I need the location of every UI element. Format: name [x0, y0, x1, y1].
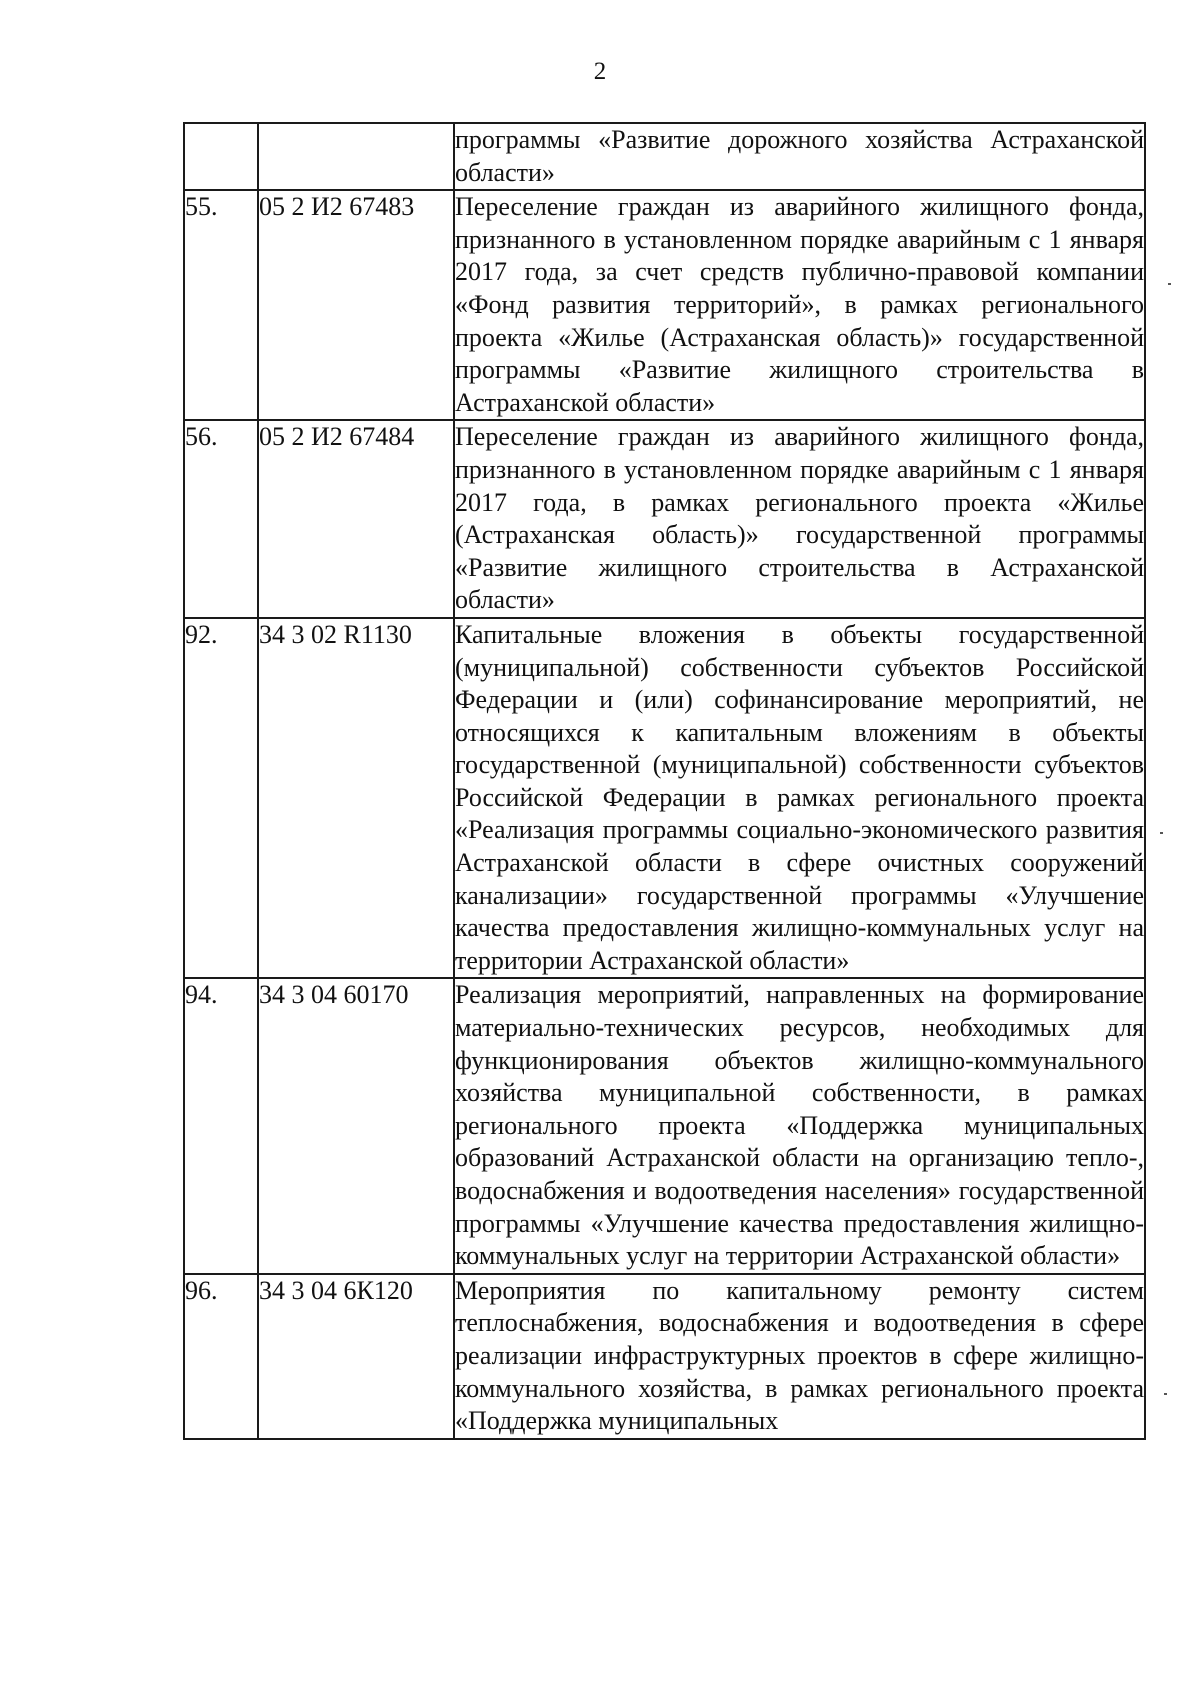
row-description: программы «Развитие дорожного хозяйства Астраханской области» — [454, 123, 1145, 190]
table-row — [184, 618, 1145, 979]
row-description: Переселение граждан из аварийного жилищного фонда, признанного в установленном порядке аварийным с 1 января 2017 года, в рамках регионального проекта «Жилье (Астраханская область)» государственной программы «Развитие жилищного строительства в Астраханской области» — [454, 420, 1145, 618]
row-code — [258, 123, 454, 190]
table-row — [184, 123, 1145, 190]
scan-speck — [1164, 1393, 1167, 1395]
page-number: 2 — [593, 58, 607, 85]
row-code: 05 2 И2 67483 — [258, 190, 454, 420]
row-code: 34 3 04 6К120 — [258, 1274, 454, 1439]
row-number — [184, 123, 258, 190]
row-number: 94. — [184, 978, 258, 1273]
scan-speck — [1168, 283, 1171, 285]
row-description: Переселение граждан из аварийного жилищного фонда, признанного в установленном порядке аварийным с 1 января 2017 года, за счет средств публично-правовой компании «Фонд развития территорий», в рамках регионального проекта «Жилье (Астраханская область)» государственной программы «Развитие жилищного строительства в Астраханской области» — [454, 190, 1145, 420]
row-code: 34 3 02 R1130 — [258, 618, 454, 979]
row-number: 92. — [184, 618, 258, 979]
row-code: 34 3 04 60170 — [258, 978, 454, 1273]
row-description: Мероприятия по капитальному ремонту систем теплоснабжения, водоснабжения и водоотведения в сфере реализации инфраструктурных проектов в сфере жилищно-коммунального хозяйства, в рамках регионального проекта «Поддержка муниципальных — [454, 1274, 1145, 1439]
row-number: 96. — [184, 1274, 258, 1439]
row-description: Реализация мероприятий, направленных на формирование материально-технических ресурсов, необходимых для функционирования объектов жилищно-коммунального хозяйства муниципальной собственности, в рамках регионального проекта «Поддержка муниципальных образований Астраханской области на организацию тепло-, водоснабжения и водоотведения населения» государственной программы «Улучшение качества предоставления жилищно-коммунальных услуг на территории Астраханской области» — [454, 978, 1145, 1273]
row-number: 56. — [184, 420, 258, 618]
row-code: 05 2 И2 67484 — [258, 420, 454, 618]
scan-speck — [1160, 832, 1163, 834]
budget-code-table — [183, 122, 1146, 1440]
row-number: 55. — [184, 190, 258, 420]
table-row — [184, 978, 1145, 1273]
table-row — [184, 420, 1145, 618]
table-row — [184, 190, 1145, 420]
table-row — [184, 1274, 1145, 1439]
row-description: Капитальные вложения в объекты государственной (муниципальной) собственности субъектов Российской Федерации и (или) софинансирование мероприятий, не относящихся к капитальным вложениям в объекты государственной (муниципальной) собственности субъектов Российской Федерации в рамках регионального проекта «Реализация программы социально-экономического развития Астраханской области в сфере очистных сооружений канализации» государственной программы «Улучшение качества предоставления жилищно-коммунальных услуг на территории Астраханской области» — [454, 618, 1145, 979]
